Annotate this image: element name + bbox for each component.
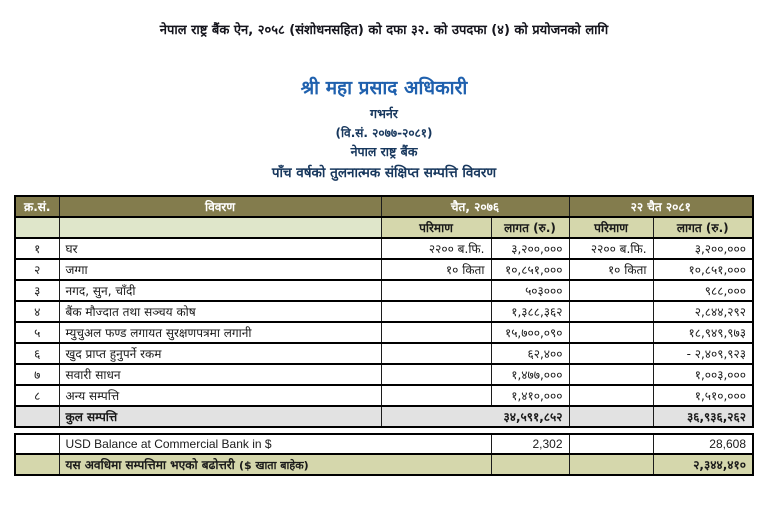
statement-title: पाँच वर्षको तुलनात्मक संक्षिप्त सम्पत्ति विवरण: [271, 165, 497, 181]
table-header-row: [15, 196, 753, 217]
subheader-sn-blank: [15, 217, 59, 238]
usd-balance-table: [14, 433, 754, 476]
subheader-cost-2081: लागत (रु.): [653, 217, 753, 238]
organization-name: नेपाल राष्ट्र बैंक: [350, 144, 418, 159]
asset-cell-cost1: ३,२००,०००: [491, 238, 569, 259]
header-period-2081: २२ चैत २०८१: [569, 196, 753, 217]
increase-blank-2: [569, 454, 653, 475]
asset-cell-qty2: २२०० ब.फि.: [569, 238, 653, 259]
asset-cell-sn: ३: [15, 280, 59, 301]
document-header: [0, 0, 768, 181]
asset-cell-description: म्युचुअल फण्ड लगायत सुरक्षणपत्रमा लगानी: [59, 322, 381, 343]
asset-cell-description: बैंक मौज्दात तथा सञ्चय कोष: [59, 301, 381, 322]
total-cost-2081: ३६,९३६,२६२: [653, 406, 753, 427]
subheader-description-blank: [59, 217, 381, 238]
asset-row: [15, 238, 753, 259]
usd-balance-row: [15, 434, 753, 454]
asset-cell-qty1: [381, 280, 491, 301]
asset-cell-qty2: [569, 280, 653, 301]
person-title: गभर्नर: [370, 106, 398, 121]
usd-value-2076: 2,302: [491, 434, 569, 454]
asset-cell-cost2: १,५१०,०००: [653, 385, 753, 406]
total-cost-2076: ३४,५९१,८५२: [381, 406, 569, 427]
asset-cell-description: अन्य सम्पत्ति: [59, 385, 381, 406]
asset-cell-sn: २: [15, 259, 59, 280]
total-quantity-2081-blank: [569, 406, 653, 427]
asset-cell-sn: ५: [15, 322, 59, 343]
increase-blank-1: [491, 454, 569, 475]
asset-cell-cost2: ३,२००,०००: [653, 238, 753, 259]
increase-row: [15, 454, 753, 475]
asset-cell-sn: ८: [15, 385, 59, 406]
asset-cell-cost1: ६२,४००: [491, 343, 569, 364]
asset-cell-cost1: १,४१०,०००: [491, 385, 569, 406]
asset-row: [15, 280, 753, 301]
increase-sn-blank: [15, 454, 59, 475]
asset-cell-description: सवारी साधन: [59, 364, 381, 385]
increase-value: २,३४४,४१०: [653, 454, 753, 475]
asset-cell-cost2: १,००३,०००: [653, 364, 753, 385]
header-period-2076: चैत, २०७६: [381, 196, 569, 217]
asset-row: [15, 259, 753, 280]
header-description: विवरण: [59, 196, 381, 217]
subheader-quantity-2081: परिमाण: [569, 217, 653, 238]
asset-cell-sn: ४: [15, 301, 59, 322]
asset-cell-qty1: [381, 385, 491, 406]
act-reference-line: नेपाल राष्ट्र बैंक ऐन, २०५८ (संशोधनसहित) को दफा ३२. को उपदफा (४) को प्रयोजनको लागि: [159, 23, 609, 38]
asset-cell-qty1: २२०० ब.फि.: [381, 238, 491, 259]
asset-cell-qty2: [569, 364, 653, 385]
asset-cell-qty1: [381, 343, 491, 364]
asset-cell-sn: ७: [15, 364, 59, 385]
total-sn-blank: [15, 406, 59, 427]
asset-row: [15, 364, 753, 385]
usd-blank-2081-qty: [569, 434, 653, 454]
usd-sn-blank: [15, 434, 59, 454]
increase-label-text: यस अवधिमा सम्पत्तिमा भएको बढोत्तरी: [65, 458, 235, 472]
asset-cell-cost2: ९८८,०००: [653, 280, 753, 301]
asset-cell-qty2: [569, 322, 653, 343]
subheader-quantity-2076: परिमाण: [381, 217, 491, 238]
asset-cell-cost2: २,८४४,२९२: [653, 301, 753, 322]
asset-cell-cost1: १,४७७,०००: [491, 364, 569, 385]
header-sn: क्र.सं.: [15, 196, 59, 217]
asset-cell-cost2: १०,८५१,०००: [653, 259, 753, 280]
asset-cell-cost1: १,३८८,३६२: [491, 301, 569, 322]
asset-cell-description: नगद, सुन, चाँदी: [59, 280, 381, 301]
asset-cell-description: जग्गा: [59, 259, 381, 280]
asset-cell-qty2: [569, 343, 653, 364]
asset-cell-cost2: - २,४०९,९२३: [653, 343, 753, 364]
asset-cell-qty1: [381, 322, 491, 343]
tenure-period: (वि.सं. २०७७-२०८१): [335, 126, 433, 140]
usd-label: USD Balance at Commercial Bank in $: [59, 434, 491, 454]
total-label: कुल सम्पत्ति: [59, 406, 381, 427]
asset-cell-cost1: १०,८५१,०००: [491, 259, 569, 280]
asset-cell-qty1: १० किता: [381, 259, 491, 280]
asset-cell-qty1: [381, 364, 491, 385]
subheader-cost-2076: लागत (रु.): [491, 217, 569, 238]
asset-cell-sn: ६: [15, 343, 59, 364]
asset-cell-qty1: [381, 301, 491, 322]
increase-label-note: ($ खाता बाहेक): [238, 459, 309, 472]
asset-row: [15, 385, 753, 406]
asset-cell-qty2: १० किता: [569, 259, 653, 280]
asset-row: [15, 301, 753, 322]
asset-cell-sn: १: [15, 238, 59, 259]
increase-label: [59, 454, 491, 475]
usd-value-2081: 28,608: [653, 434, 753, 454]
total-row: [15, 406, 753, 427]
asset-cell-description: घर: [59, 238, 381, 259]
assets-table: [14, 195, 754, 428]
asset-row: [15, 322, 753, 343]
asset-rows: [15, 238, 753, 406]
asset-cell-description: खुद प्राप्त हुनुपर्ने रकम: [59, 343, 381, 364]
table-subheader-row: [15, 217, 753, 238]
asset-cell-cost1: ५०३०००: [491, 280, 569, 301]
asset-cell-cost1: १५,७००,०९०: [491, 322, 569, 343]
asset-row: [15, 343, 753, 364]
asset-cell-qty2: [569, 385, 653, 406]
asset-cell-qty2: [569, 301, 653, 322]
person-name: श्री महा प्रसाद अधिकारी: [300, 77, 468, 99]
asset-cell-cost2: १८,९४९,९७३: [653, 322, 753, 343]
